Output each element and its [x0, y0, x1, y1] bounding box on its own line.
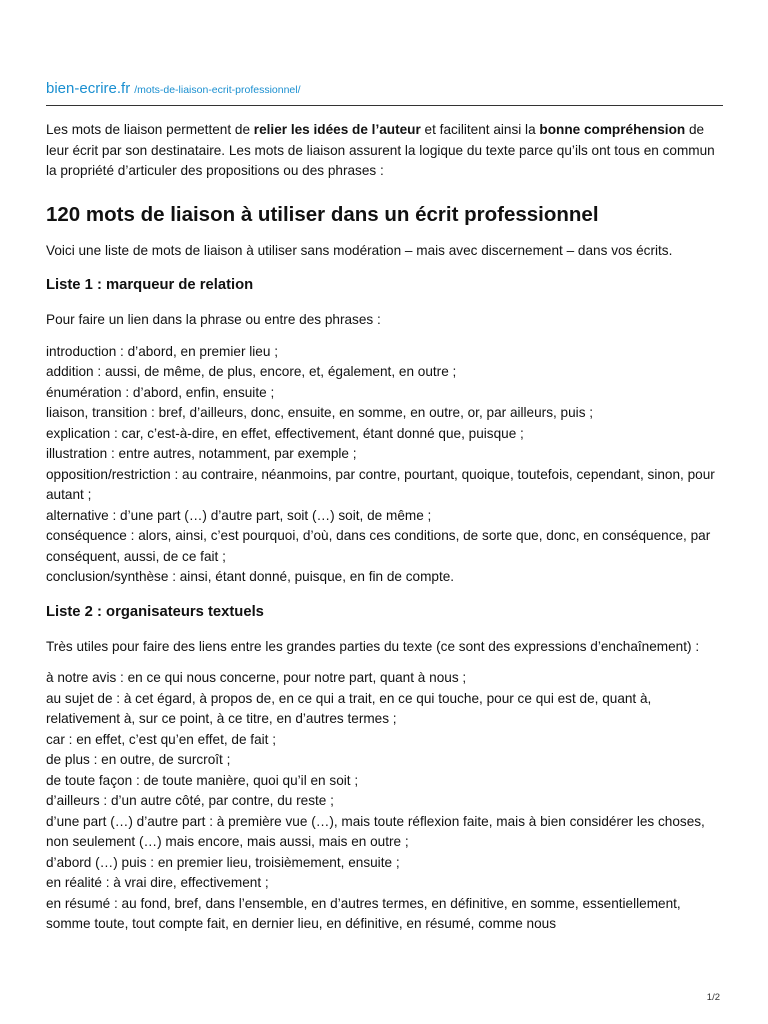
- list-item: addition : aussi, de même, de plus, encore, et, également, en outre ;: [46, 364, 457, 379]
- list2-subtitle: Très utiles pour faire des liens entre les grandes parties du texte (ce sont des expressions d’enchaînement) :: [46, 638, 700, 654]
- list-item: à notre avis : en ce qui nous concerne, pour notre part, quant à nous ;: [46, 670, 467, 685]
- intro-paragraph: [46, 120, 723, 182]
- list-item: illustration : entre autres, notamment, par exemple ;: [46, 446, 357, 461]
- list-item: en réalité : à vrai dire, effectivement ;: [46, 875, 269, 890]
- list-item: énumération : d’abord, enfin, ensuite ;: [46, 384, 275, 400]
- page-header: [46, 80, 723, 106]
- list-item: opposition/restriction : au contraire, néanmoins, par contre, pourtant, quoique, toutefois, cependant, sinon, pour autant ;: [46, 466, 715, 502]
- list1-heading: Liste 1 : marqueur de relation: [46, 277, 254, 293]
- intro-text-2: et facilitent ainsi la: [420, 122, 540, 137]
- list-item: alternative : d’une part (…) d’autre part, soit (…) soit, de même ;: [46, 507, 432, 523]
- article-title: 120 mots de liaison à utiliser dans un écrit professionnel: [46, 202, 599, 226]
- page-number: 1/2: [706, 992, 720, 1003]
- intro-text-3: de leur écrit par son destinataire. Les mots de liaison assurent la logique du texte parce qu’ils ont tous en commun la propriété d’articuler des propositions ou des phrases :: [46, 122, 715, 178]
- list-item: de toute façon : de toute manière, quoi qu’il en soit ;: [46, 772, 359, 788]
- list-item: d’abord (…) puis : en premier lieu, troisièmement, ensuite ;: [46, 854, 400, 870]
- site-link[interactable]: bien-ecrire.fr: [46, 80, 131, 97]
- list-item: introduction : d’abord, en premier lieu ;: [46, 343, 278, 359]
- list2-heading: Liste 2 : organisateurs textuels: [46, 603, 264, 620]
- page-url-path[interactable]: /mots-de-liaison-ecrit-professionnel/: [134, 84, 301, 96]
- list-item: liaison, transition : bref, d’ailleurs, donc, ensuite, en somme, en outre, or, par ailleurs, puis ;: [46, 405, 594, 420]
- intro-bold-2: bonne compréhension: [539, 122, 686, 137]
- document-page: [46, 80, 723, 935]
- intro-bold-1: relier les idées de l’auteur: [253, 122, 421, 137]
- list-item: en résumé : au fond, bref, dans l’ensemble, en d’autres termes, en définitive, en somme, essentiellement, somme toute, tout compte fait, en dernier lieu, en définitive, en résumé, comme nous: [46, 895, 681, 931]
- list-item: d’une part (…) d’autre part : à première vue (…), mais toute réflexion faite, mais à bien considérer les choses, non seulement (…) mais encore, mais aussi, mais en outre ;: [46, 813, 705, 849]
- list-item: conséquence : alors, ainsi, c’est pourquoi, d’où, dans ces conditions, de sorte que, donc, en conséquence, par conséquent, aussi, de ce fait ;: [46, 528, 711, 564]
- list-item: de plus : en outre, de surcroît ;: [46, 752, 231, 767]
- list2-items: [46, 668, 723, 935]
- intro-text-1: Les mots de liaison permettent de: [46, 122, 254, 137]
- list1-subtitle: Pour faire un lien dans la phrase ou entre des phrases :: [46, 312, 381, 327]
- list-item: au sujet de : à cet égard, à propos de, en ce qui a trait, en ce qui touche, pour ce qui est de, quant à, relativement à, sur ce point, à ce titre, en d’autres termes ;: [46, 690, 652, 726]
- lead-paragraph: Voici une liste de mots de liaison à utiliser sans modération – mais avec discernement – dans vos écrits.: [46, 242, 673, 258]
- list-item: conclusion/synthèse : ainsi, étant donné, puisque, en fin de compte.: [46, 569, 455, 584]
- list1-items: [46, 342, 723, 588]
- list-item: car : en effet, c’est qu’en effet, de fait ;: [46, 731, 276, 747]
- list-item: d’ailleurs : d’un autre côté, par contre, du reste ;: [46, 793, 334, 808]
- list-item: explication : car, c’est-à-dire, en effet, effectivement, étant donné que, puisque ;: [46, 425, 524, 441]
